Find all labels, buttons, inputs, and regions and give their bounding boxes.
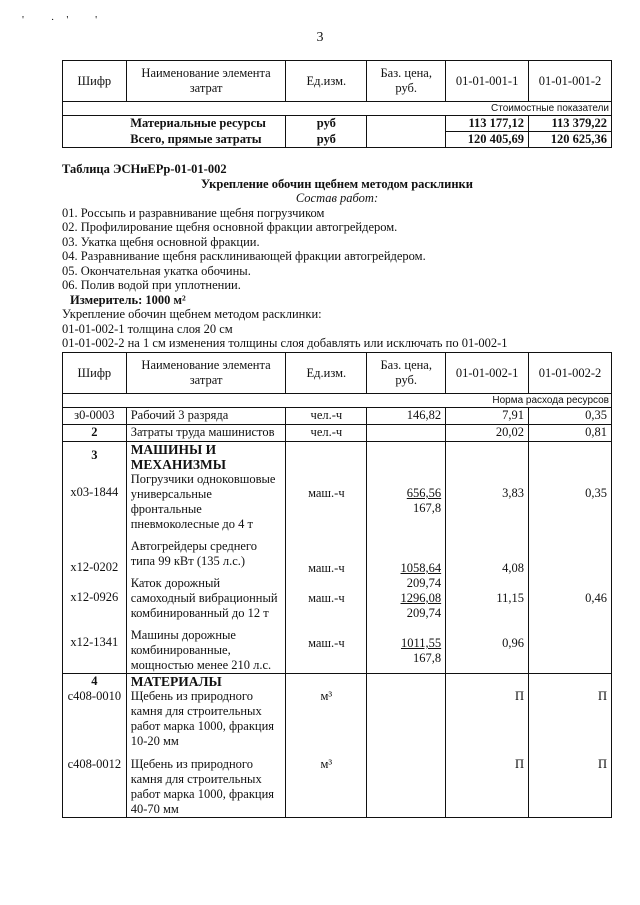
row-unit: маш.-ч (308, 561, 345, 575)
row-value: 0,35 (529, 408, 612, 425)
row-code: х12-0926 (70, 590, 119, 604)
description: Укрепление обочин щебнем методом расклинки: (62, 307, 322, 321)
header-unit: Ед.изм. (286, 61, 367, 102)
row-value: 0,46 (585, 591, 607, 605)
section-title: Укрепление обочин щебнем методом расклинки (201, 176, 473, 191)
item-name: Машины дорожные (130, 628, 236, 642)
item-name: работ марка 1000, фракция (130, 719, 275, 733)
group-label: МАШИНЫ И (130, 442, 217, 457)
cost-table (62, 60, 612, 148)
table-row (63, 116, 612, 132)
item-name: Автогрейдеры среднего (130, 539, 257, 553)
row-price: 1058,64 (400, 561, 442, 575)
row-code: х03-1844 (70, 485, 119, 499)
header-code: Шифр (63, 61, 127, 102)
list-item: 06. Полив водой при уплотнении. (62, 278, 241, 292)
row-price: 167,8 (413, 501, 442, 515)
item-name: камня для строительных (130, 772, 262, 786)
row-name: Всего, прямые затраты (126, 132, 286, 148)
row-value: П (597, 757, 607, 771)
row-unit: м³ (320, 689, 333, 703)
row-value: 3,83 (502, 486, 525, 500)
list-item: 03. Укатка щебня основной фракции. (62, 234, 260, 249)
group-number: 4 (91, 674, 98, 688)
row-value: 113 177,12 (446, 116, 529, 132)
item-name: самоходный вибрационный (130, 591, 278, 605)
header-name: Наименование элемента затрат (126, 353, 286, 394)
item-name: камня для строительных (130, 704, 262, 718)
item-name: фронтальные (130, 502, 202, 516)
header-col2: 01-01-002-2 (529, 353, 612, 394)
header-col1: 01-01-001-1 (446, 61, 529, 102)
row-price: 656,56 (406, 486, 442, 500)
item-name: 10-20 мм (130, 734, 179, 748)
item-name: Погрузчики одноковшовые (130, 472, 276, 486)
row-value: 113 379,22 (529, 116, 612, 132)
item-name: 40-70 мм (130, 802, 179, 816)
item-name: универсальные (130, 487, 212, 501)
description: 01-01-002-2 на 1 см изменения толщины слоя добавлять или исключать по 01-002-1 (62, 336, 508, 350)
row-value: 0,35 (585, 486, 607, 500)
row-unit: руб (286, 132, 367, 148)
list-item: 04. Разравнивание щебня расклинивающей фракции автогрейдером. (62, 249, 426, 263)
item-name: работ марка 1000, фракция (130, 787, 275, 801)
description: 01-01-002-1 толщина слоя 20 см (62, 321, 233, 336)
row-unit: маш.-ч (308, 636, 345, 650)
item-name: Каток дорожный (130, 576, 221, 590)
row-unit: руб (286, 116, 367, 132)
item-name: Щебень из природного (130, 689, 253, 703)
row-value: П (597, 689, 607, 703)
row-code: х12-0202 (70, 560, 119, 574)
band-label: Стоимостные показатели (63, 102, 612, 116)
row-value: 11,15 (496, 591, 525, 605)
page-number: 3 (316, 30, 324, 45)
row-unit: чел.-ч (286, 408, 367, 425)
row-price: 209,74 (406, 576, 442, 590)
list-item: 02. Профилирование щебня основной фракции автогрейдером. (62, 220, 398, 234)
row-price: 1296,08 (400, 591, 442, 605)
row-price: 209,74 (406, 606, 442, 620)
row-unit: маш.-ч (308, 486, 345, 500)
materials-group (63, 674, 612, 818)
item-name: пневмоколесные до 4 т (130, 517, 253, 531)
group-label: МЕХАНИЗМЫ (130, 457, 227, 472)
row-code: с408-0010 (67, 689, 122, 703)
work-composition-label: Состав работ: (295, 191, 379, 205)
item-name: комбинированные, (130, 643, 231, 657)
group-number: 3 (91, 448, 98, 462)
header-col1: 01-01-002-1 (446, 353, 529, 394)
row-price: 1011,55 (400, 636, 442, 650)
header-col2: 01-01-001-2 (529, 61, 612, 102)
row-code: 2 (63, 425, 127, 442)
item-name: Щебень из природного (130, 757, 253, 771)
row-unit: маш.-ч (308, 591, 345, 605)
header-price: Баз. цена, руб. (367, 61, 446, 102)
resource-table (62, 352, 612, 818)
row-code: с408-0012 (67, 757, 122, 771)
list-item: 05. Окончательная укатка обочины. (62, 263, 251, 278)
table-row (63, 408, 612, 425)
row-unit: чел.-ч (286, 425, 367, 442)
list-item: 01. Россыпь и разравнивание щебня погрузчиком (62, 205, 325, 220)
row-price: 146,82 (367, 408, 446, 425)
band-label: Норма расхода ресурсов (63, 394, 612, 408)
row-value: 120 625,36 (529, 132, 612, 148)
table-row (63, 425, 612, 442)
row-value: 120 405,69 (446, 132, 529, 148)
header-price: Баз. цена, руб. (367, 353, 446, 394)
row-value: П (515, 689, 525, 703)
row-code: х12-1341 (70, 635, 119, 649)
row-name: Рабочий 3 разряда (126, 408, 286, 425)
group-label: МАТЕРИАЛЫ (130, 674, 222, 689)
table-row (63, 132, 612, 148)
row-unit: м³ (320, 757, 333, 771)
row-value: 0,81 (529, 425, 612, 442)
machines-group (63, 442, 612, 674)
item-name: комбинированный до 12 т (130, 606, 269, 620)
row-price: 167,8 (413, 651, 442, 665)
header-unit: Ед.изм. (286, 353, 367, 394)
header-name: Наименование элемента затрат (126, 61, 286, 102)
item-name: мощностью менее 210 л.с. (130, 658, 272, 672)
row-value: 4,08 (502, 561, 525, 575)
row-value: 7,91 (446, 408, 529, 425)
item-name: типа 99 кВт (135 л.с.) (130, 554, 246, 568)
corner-mark: ' ·' ' (22, 14, 110, 26)
row-value: 0,96 (502, 636, 525, 650)
meter: Измеритель: 1000 м² (70, 292, 186, 307)
row-name: Материальные ресурсы (126, 116, 286, 132)
section-header (62, 162, 612, 351)
header-code: Шифр (63, 353, 127, 394)
row-code: з0-0003 (63, 408, 127, 425)
row-value: П (515, 757, 525, 771)
row-value: 20,02 (446, 425, 529, 442)
row-name: Затраты труда машинистов (126, 425, 286, 442)
table-label: Таблица ЭСНиЕРр-01-01-002 (62, 162, 227, 176)
